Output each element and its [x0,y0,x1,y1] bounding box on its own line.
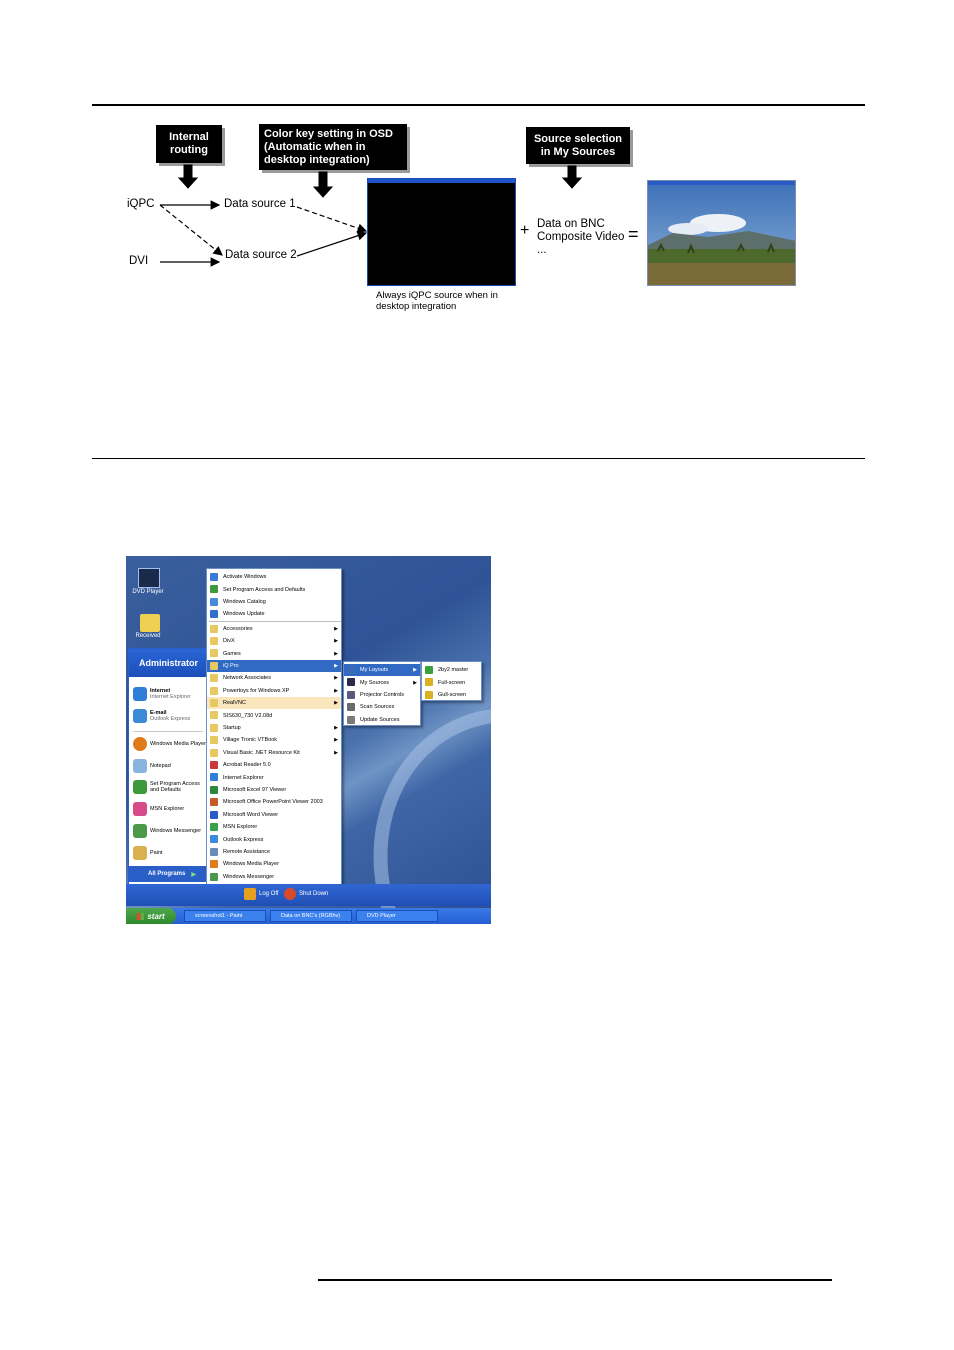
program-folder-icon [210,674,218,682]
program-access-icon [133,780,147,794]
plus-sign: + [520,222,530,239]
recent-item-label: Windows Media Player [150,741,206,747]
programs-menu-label: Windows Update [223,611,265,618]
layout-icon [425,691,433,699]
submenu-arrow-icon: ▶ [334,625,338,632]
programs-menu-item[interactable] [207,672,341,684]
pinned-internet-sub: Internet Explorer [150,694,191,700]
program-icon [210,873,218,881]
programs-menu-item[interactable] [207,660,341,672]
down-arrow-source [563,166,581,188]
menu-separator [209,621,341,622]
footer-rule [318,1279,832,1281]
taskbar-item-data-bnc[interactable]: Data on BNC's (RGBhv) [270,910,352,922]
start-menu-panel [128,648,208,886]
programs-menu-item[interactable] [207,833,341,845]
program-icon [210,585,218,593]
recent-item-label: Set Program Access and Defaults [150,780,200,793]
submenu-arrow-icon: ▶ [334,687,338,694]
callout-source-selection: Source selection in My Sources [526,127,630,164]
program-icon [210,761,218,769]
landscape-image [648,185,796,286]
sources-icon [347,678,355,686]
programs-menu-item[interactable] [207,784,341,796]
program-icon [210,798,218,806]
black-screen-window [367,178,516,286]
all-programs-label: All Programs [148,871,186,877]
programs-menu-label: Startup [223,724,241,731]
programs-menu-item[interactable] [207,635,341,647]
programs-menu-item[interactable] [207,734,341,746]
recent-msn-explorer[interactable] [133,802,184,816]
paint-icon [133,846,147,860]
submenu-arrow-icon: ▶ [413,667,417,674]
program-icon [210,811,218,819]
programs-menu-label: Remote Assistance [223,848,271,855]
layouts-icon [347,666,355,674]
programs-menu-item[interactable] [207,796,341,808]
program-folder-icon [210,711,218,719]
input-iqpc-label: iQPC [127,198,155,210]
programs-menu-item[interactable] [207,759,341,771]
recent-notepad[interactable] [133,759,171,773]
arrow-iqpc-ds2 [160,205,222,255]
update-icon [347,716,355,724]
programs-menu-label: Village Tronic VTBook [223,737,278,744]
layouts-menu-label: Gull-screen [438,691,467,698]
taskbar [126,908,491,924]
log-off-button[interactable] [244,888,279,900]
notepad-icon [133,759,147,773]
recent-item-label: Windows Messenger [150,828,202,834]
program-folder-icon [210,625,218,633]
pinned-internet-title: Internet [150,688,171,694]
recent-item-label: Paint [150,850,163,856]
pinned-email[interactable] [133,709,190,723]
scan-icon [347,703,355,711]
programs-menu-item[interactable] [207,771,341,783]
iqpro-menu-label: Update Sources [360,716,400,723]
iqpro-menu-item[interactable] [344,664,420,676]
layouts-menu-item[interactable] [422,664,481,676]
layout-icon [425,666,433,674]
dvd-player-desktop-label: DVD Player [132,589,164,595]
submenu-arrow-icon: ▶ [334,724,338,731]
layouts-menu-label: Full-screen [438,679,466,686]
programs-menu-label: Internet Explorer [223,774,264,781]
program-icon [210,786,218,794]
shut-down-label: Shut Down [299,891,329,897]
programs-menu-label: Powertoys for Windows XP [223,687,290,694]
internet-explorer-icon [133,687,147,701]
windows-flag-icon [137,913,144,920]
program-icon [210,610,218,618]
programs-menu-item[interactable] [207,685,341,697]
submenu-arrow-icon: ▶ [334,700,338,707]
program-icon [210,598,218,606]
start-button[interactable] [126,908,176,924]
programs-menu-label: RealVNC [223,700,246,707]
programs-menu-label: Outlook Express [223,836,264,843]
programs-menu-label: Acrobat Reader 5.0 [223,762,271,769]
pinned-email-title: E-mail [150,710,167,716]
programs-menu-label: Set Program Access and Defaults [223,586,306,593]
iqpro-menu-label: Projector Controls [360,691,405,698]
down-arrow-colorkey [314,172,332,197]
programs-menu-label: Network Associates [223,675,271,682]
programs-menu-item[interactable] [207,647,341,659]
program-icon [210,835,218,843]
iqpro-menu-label: My Sources [360,679,390,686]
program-icon [210,848,218,856]
taskbar-item-paint[interactable]: screenshot1 - Paint [184,910,266,922]
programs-menu-item[interactable] [207,583,341,595]
messenger-icon [133,824,147,838]
programs-menu-label: Activate Windows [223,574,267,581]
program-folder-icon [210,736,218,744]
programs-menu-item[interactable] [207,846,341,858]
result-window [647,180,796,286]
programs-menu [206,568,342,886]
my-layouts-submenu [421,661,482,701]
iqpro-menu-item[interactable] [344,701,420,713]
windows-xp-screenshot [126,556,491,924]
submenu-arrow-icon: ▶ [334,662,338,669]
layout-icon [425,678,433,686]
start-menu-divider [133,731,203,732]
submenu-arrow-icon: ▶ [334,749,338,756]
programs-menu-item[interactable] [207,821,341,833]
program-folder-icon [210,724,218,732]
recent-item-label: MSN Explorer [150,806,185,812]
program-icon [210,773,218,781]
programs-menu-label: iQ Pro [223,662,239,669]
programs-menu-label: DivX [223,638,235,645]
programs-menu-label: Windows Media Player [223,861,279,868]
arrow-ds1-screen [297,207,366,231]
down-arrow-routing [179,165,197,188]
iqpro-menu-label: Scan Sources [360,704,395,711]
programs-menu-item[interactable] [207,608,341,620]
programs-menu-item[interactable] [207,596,341,608]
section-rule [92,458,865,459]
programs-menu-label: MSN Explorer [223,824,258,831]
program-icon [210,860,218,868]
equals-sign: = [628,224,639,244]
program-folder-icon [210,662,218,670]
programs-menu-item[interactable] [207,623,341,635]
program-icon [210,823,218,831]
programs-menu-label: Visual Basic .NET Resource Kit [223,749,300,756]
program-icon [210,573,218,581]
submenu-arrow-icon: ▶ [334,650,338,657]
arrow-ds2-screen [297,233,366,256]
program-folder-icon [210,649,218,657]
programs-menu-item[interactable] [207,809,341,821]
data-source-2-label: Data source 2 [225,249,297,261]
start-menu-footer [126,884,491,906]
layouts-menu-label: 2by2 master [438,667,469,674]
log-off-label: Log Off [259,891,279,897]
programs-menu-item[interactable] [207,697,341,709]
submenu-arrow-icon: ▶ [413,679,417,686]
layouts-menu-item[interactable] [422,676,481,688]
recent-windows-messenger[interactable] [133,824,201,838]
start-menu-user: Administrator [129,649,207,677]
iqpro-menu-item[interactable] [344,676,420,688]
program-folder-icon [210,637,218,645]
programs-menu-label: Windows Messenger [223,873,275,880]
bnc-text: Data on BNC Composite Video ... [537,218,625,256]
programs-menu-item[interactable] [207,571,341,583]
programs-menu-label: Windows Catalog [223,598,266,605]
program-folder-icon [210,699,218,707]
callout-internal-routing: Internal routing [156,125,222,163]
outlook-express-icon [133,709,147,723]
programs-menu-label: SIS630_730 V2.08d [223,712,273,719]
received-folder-icon[interactable] [140,614,160,632]
media-player-icon [133,737,147,751]
submenu-arrow-icon: ▶ [334,737,338,744]
submenu-arrow-icon: ▶ [334,638,338,645]
programs-menu-item[interactable] [207,858,341,870]
programs-menu-item[interactable] [207,747,341,759]
pinned-email-sub: Outlook Express [150,716,191,722]
recent-paint[interactable] [133,846,163,860]
recent-windows-media-player[interactable] [133,737,206,751]
programs-menu-label: Games [223,650,241,657]
received-desktop-label: Received [135,633,161,639]
pinned-internet[interactable] [133,687,191,701]
recent-item-label: Notepad [150,763,171,769]
screen-caption: Always iQPC source when in desktop integration [376,290,498,312]
recent-set-program-access[interactable] [133,780,204,794]
programs-menu-label: Microsoft Word Viewer [223,811,279,818]
programs-menu-item[interactable] [207,709,341,721]
input-dvi-label: DVI [129,255,149,267]
start-label: start [147,911,165,921]
program-folder-icon [210,687,218,695]
all-programs-arrow-icon: ▶ [191,871,196,878]
programs-menu-label: Microsoft Excel 97 Viewer [223,786,287,793]
dvd-player-desktop-icon[interactable] [138,568,160,588]
shut-down-icon [284,888,296,900]
projector-controls-icon [347,691,355,699]
iqpro-submenu [343,661,421,726]
data-source-1-label: Data source 1 [224,198,296,210]
layouts-menu-item[interactable] [422,689,481,701]
all-programs-button[interactable] [128,866,206,882]
programs-menu-item[interactable] [207,722,341,734]
taskbar-item-dvd-player[interactable]: DVD Player [356,910,438,922]
programs-menu-label: Accessories [223,625,253,632]
programs-menu-label: Microsoft Office PowerPoint Viewer 2003 [223,799,323,806]
submenu-arrow-icon: ▶ [334,675,338,682]
shut-down-button[interactable] [284,888,328,900]
iqpro-menu-item[interactable] [344,714,420,726]
iqpro-menu-label: My Layouts [360,667,389,674]
black-screen-titlebar [368,179,515,183]
callout-color-key: Color key setting in OSD (Automatic when in desktop integration) [259,124,407,170]
programs-menu-item[interactable] [207,871,341,883]
log-off-icon [244,888,256,900]
msn-butterfly-icon [133,802,147,816]
program-folder-icon [210,749,218,757]
iqpro-menu-item[interactable] [344,689,420,701]
